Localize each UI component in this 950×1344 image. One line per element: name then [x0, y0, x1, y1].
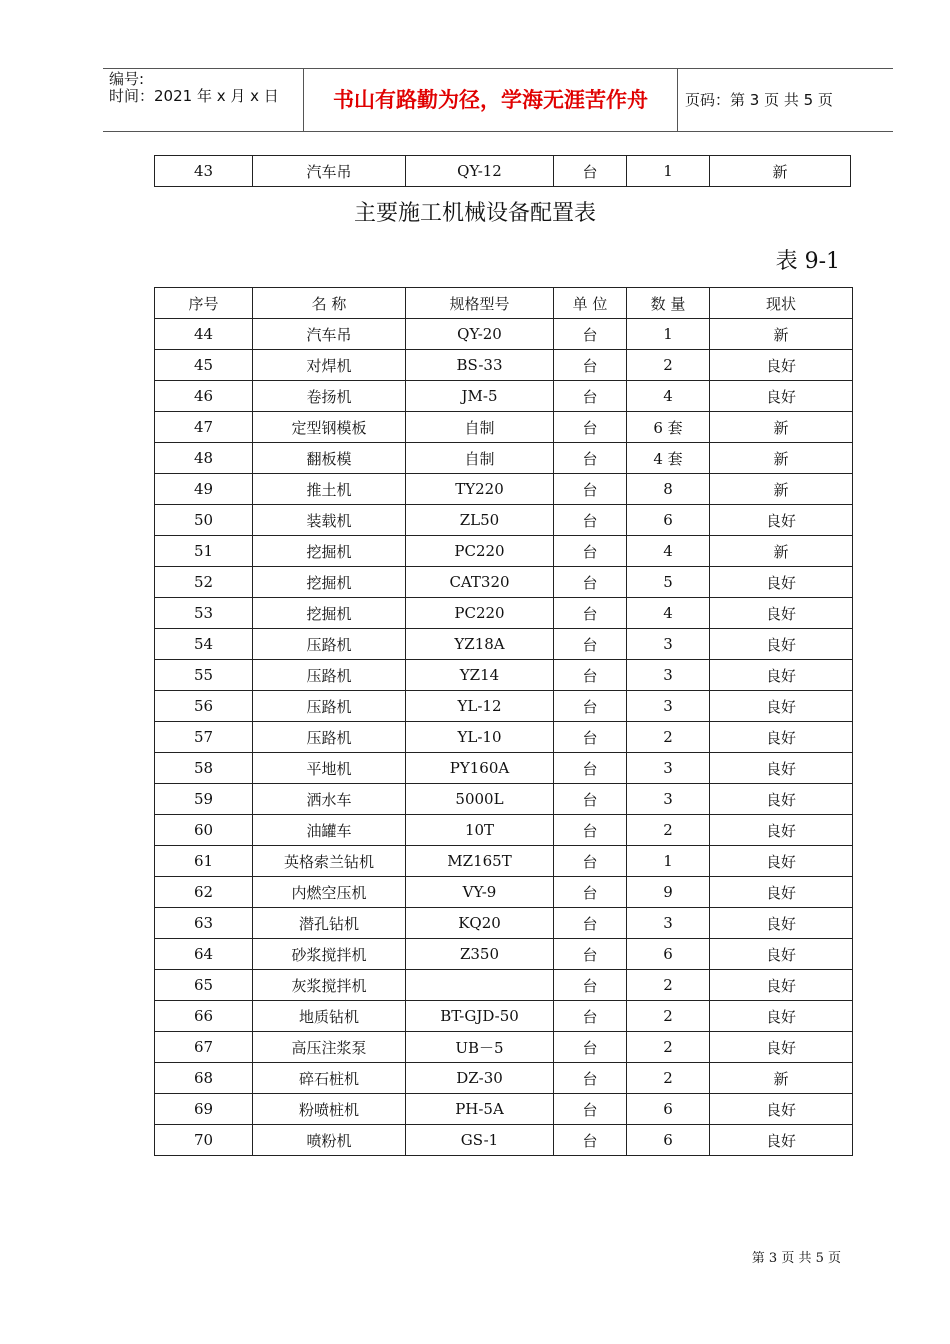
cell-status: 良好 — [710, 598, 853, 629]
cell-qty: 4 — [627, 536, 710, 567]
cell-name: 压路机 — [253, 722, 406, 753]
cell-unit: 台 — [554, 722, 627, 753]
cell-status: 良好 — [710, 1094, 853, 1125]
cell-unit: 台 — [554, 381, 627, 412]
cell-no: 55 — [155, 660, 253, 691]
cell-status: 新 — [710, 319, 853, 350]
cell-no: 45 — [155, 350, 253, 381]
cell-model: DZ-30 — [406, 1063, 554, 1094]
table-number: 表 9-1 — [775, 249, 840, 274]
cell-qty: 3 — [627, 753, 710, 784]
cell-model: BT-GJD-50 — [406, 1001, 554, 1032]
cell-name: 压路机 — [253, 629, 406, 660]
cell-no: 70 — [155, 1125, 253, 1156]
cell-unit: 台 — [554, 567, 627, 598]
cell-model: YZ18A — [406, 629, 554, 660]
cell-status: 良好 — [710, 1001, 853, 1032]
column-header: 现状 — [710, 288, 853, 319]
cell-name: 卷扬机 — [253, 381, 406, 412]
cell-qty: 5 — [627, 567, 710, 598]
cell-model: Z350 — [406, 939, 554, 970]
cell-unit: 台 — [554, 660, 627, 691]
cell-status: 良好 — [710, 877, 853, 908]
cell-status: 新 — [710, 1063, 853, 1094]
cell-name: 汽车吊 — [253, 156, 406, 187]
cell-model: KQ20 — [406, 908, 554, 939]
cell-name: 地质钻机 — [253, 1001, 406, 1032]
cell-qty: 2 — [627, 1063, 710, 1094]
cell-status: 良好 — [710, 753, 853, 784]
cell-unit: 台 — [554, 753, 627, 784]
cell-qty: 8 — [627, 474, 710, 505]
cell-qty: 3 — [627, 660, 710, 691]
cell-unit: 台 — [554, 846, 627, 877]
cell-name: 翻板模 — [253, 443, 406, 474]
cell-qty: 6 — [627, 939, 710, 970]
cell-status: 良好 — [710, 1125, 853, 1156]
cell-no: 46 — [155, 381, 253, 412]
cell-status: 良好 — [710, 970, 853, 1001]
page-footer: 第 3 页 共 5 页 — [751, 1251, 841, 1266]
equipment-table — [154, 287, 853, 1156]
cell-qty: 2 — [627, 722, 710, 753]
table-row — [155, 877, 853, 908]
table-row — [155, 412, 853, 443]
cell-no: 68 — [155, 1063, 253, 1094]
cell-unit: 台 — [554, 1125, 627, 1156]
cell-qty: 6 — [627, 505, 710, 536]
cell-name: 高压注浆泵 — [253, 1032, 406, 1063]
cell-qty: 3 — [627, 629, 710, 660]
table-row — [155, 1063, 853, 1094]
header-divider — [677, 69, 678, 131]
cell-qty: 4 套 — [627, 443, 710, 474]
cell-name: 喷粉机 — [253, 1125, 406, 1156]
table-row — [155, 567, 853, 598]
cell-status: 新 — [710, 474, 853, 505]
table-row — [155, 443, 853, 474]
table-header-row — [155, 288, 853, 319]
table-row — [155, 629, 853, 660]
cell-status: 良好 — [710, 350, 853, 381]
cell-name: 灰浆搅拌机 — [253, 970, 406, 1001]
cell-no: 61 — [155, 846, 253, 877]
table-row — [155, 536, 853, 567]
cell-status: 良好 — [710, 784, 853, 815]
column-header: 规格型号 — [406, 288, 554, 319]
cell-qty: 4 — [627, 598, 710, 629]
cell-no: 54 — [155, 629, 253, 660]
cell-unit: 台 — [554, 443, 627, 474]
cell-qty: 2 — [627, 970, 710, 1001]
table-row — [155, 381, 853, 412]
cell-status: 良好 — [710, 846, 853, 877]
cell-qty: 2 — [627, 1001, 710, 1032]
cell-model: QY-20 — [406, 319, 554, 350]
cell-model: YL-10 — [406, 722, 554, 753]
cell-model: YL-12 — [406, 691, 554, 722]
cell-no: 47 — [155, 412, 253, 443]
cell-unit: 台 — [554, 598, 627, 629]
cell-name: 粉喷桩机 — [253, 1094, 406, 1125]
cell-unit: 台 — [554, 1032, 627, 1063]
cell-status: 良好 — [710, 567, 853, 598]
cell-unit: 台 — [554, 505, 627, 536]
cell-no: 69 — [155, 1094, 253, 1125]
cell-model: 自制 — [406, 412, 554, 443]
cell-status: 新 — [710, 536, 853, 567]
cell-unit: 台 — [554, 156, 627, 187]
cell-no: 65 — [155, 970, 253, 1001]
table-row — [155, 846, 853, 877]
cell-qty: 9 — [627, 877, 710, 908]
cell-unit: 台 — [554, 1001, 627, 1032]
cell-no: 53 — [155, 598, 253, 629]
cell-name: 砂浆搅拌机 — [253, 939, 406, 970]
cell-qty: 2 — [627, 815, 710, 846]
cell-no: 59 — [155, 784, 253, 815]
cell-no: 52 — [155, 567, 253, 598]
cell-name: 对焊机 — [253, 350, 406, 381]
cell-model: UB－5 — [406, 1032, 554, 1063]
cell-name: 碎石桩机 — [253, 1063, 406, 1094]
cell-status: 良好 — [710, 381, 853, 412]
table-row — [155, 1125, 853, 1156]
table-row — [155, 350, 853, 381]
table-row — [155, 753, 853, 784]
cell-qty: 4 — [627, 381, 710, 412]
cell-model: TY220 — [406, 474, 554, 505]
cell-qty: 1 — [627, 319, 710, 350]
cell-name: 油罐车 — [253, 815, 406, 846]
cell-model: PC220 — [406, 536, 554, 567]
column-header: 名 称 — [253, 288, 406, 319]
cell-name: 内燃空压机 — [253, 877, 406, 908]
cell-name: 装载机 — [253, 505, 406, 536]
cell-qty: 6 套 — [627, 412, 710, 443]
continued-table — [154, 155, 851, 187]
table-row — [155, 1032, 853, 1063]
cell-unit: 台 — [554, 629, 627, 660]
cell-no: 51 — [155, 536, 253, 567]
cell-model: PC220 — [406, 598, 554, 629]
table-row — [155, 1001, 853, 1032]
cell-model: CAT320 — [406, 567, 554, 598]
column-header: 单 位 — [554, 288, 627, 319]
number-label: 编号: — [109, 70, 145, 88]
cell-name: 挖掘机 — [253, 567, 406, 598]
table-row — [155, 691, 853, 722]
cell-model: JM-5 — [406, 381, 554, 412]
cell-unit: 台 — [554, 1063, 627, 1094]
cell-name: 潜孔钻机 — [253, 908, 406, 939]
cell-status: 新 — [710, 412, 853, 443]
cell-name: 挖掘机 — [253, 536, 406, 567]
cell-unit: 台 — [554, 1094, 627, 1125]
cell-no: 48 — [155, 443, 253, 474]
cell-status: 新 — [710, 156, 851, 187]
cell-model: 10T — [406, 815, 554, 846]
column-header: 数 量 — [627, 288, 710, 319]
cell-qty: 2 — [627, 350, 710, 381]
cell-qty: 3 — [627, 784, 710, 815]
cell-status: 新 — [710, 443, 853, 474]
time-label: 时间：2021 年 x 月 x 日 — [109, 87, 279, 105]
cell-no: 50 — [155, 505, 253, 536]
cell-no: 49 — [155, 474, 253, 505]
cell-no: 62 — [155, 877, 253, 908]
cell-qty: 6 — [627, 1094, 710, 1125]
cell-no: 44 — [155, 319, 253, 350]
table-row — [155, 474, 853, 505]
page-header — [103, 68, 893, 132]
cell-no: 60 — [155, 815, 253, 846]
cell-unit: 台 — [554, 691, 627, 722]
cell-unit: 台 — [554, 877, 627, 908]
cell-qty: 1 — [627, 846, 710, 877]
cell-unit: 台 — [554, 939, 627, 970]
cell-model: QY-12 — [406, 156, 554, 187]
table-row — [155, 722, 853, 753]
column-header: 序号 — [155, 288, 253, 319]
cell-unit: 台 — [554, 536, 627, 567]
cell-qty: 1 — [627, 156, 710, 187]
table-row — [155, 939, 853, 970]
cell-name: 平地机 — [253, 753, 406, 784]
header-page-label: 页码：第 3 页 共 5 页 — [685, 91, 833, 109]
cell-no: 67 — [155, 1032, 253, 1063]
cell-unit: 台 — [554, 319, 627, 350]
cell-unit: 台 — [554, 908, 627, 939]
cell-model: YZ14 — [406, 660, 554, 691]
table-row — [155, 970, 853, 1001]
cell-unit: 台 — [554, 412, 627, 443]
cell-model: GS-1 — [406, 1125, 554, 1156]
table-row — [155, 1094, 853, 1125]
cell-unit: 台 — [554, 815, 627, 846]
table-row — [155, 908, 853, 939]
cell-status: 良好 — [710, 939, 853, 970]
cell-name: 压路机 — [253, 660, 406, 691]
cell-qty: 3 — [627, 691, 710, 722]
cell-no: 63 — [155, 908, 253, 939]
cell-name: 压路机 — [253, 691, 406, 722]
cell-unit: 台 — [554, 474, 627, 505]
cell-qty: 3 — [627, 908, 710, 939]
cell-model: PY160A — [406, 753, 554, 784]
table-row — [155, 660, 853, 691]
cell-name: 英格索兰钻机 — [253, 846, 406, 877]
cell-qty: 2 — [627, 1032, 710, 1063]
table-row — [155, 784, 853, 815]
cell-model: ZL50 — [406, 505, 554, 536]
cell-status: 良好 — [710, 660, 853, 691]
cell-status: 良好 — [710, 505, 853, 536]
cell-status: 良好 — [710, 1032, 853, 1063]
cell-no: 66 — [155, 1001, 253, 1032]
cell-name: 定型钢模板 — [253, 412, 406, 443]
cell-qty: 6 — [627, 1125, 710, 1156]
cell-unit: 台 — [554, 784, 627, 815]
table-title: 主要施工机械设备配置表 — [353, 201, 596, 226]
cell-no: 64 — [155, 939, 253, 970]
cell-status: 良好 — [710, 908, 853, 939]
cell-no: 58 — [155, 753, 253, 784]
header-motto: 书山有路勤为径，学海无涯苦作舟 — [333, 88, 648, 112]
table-row — [155, 598, 853, 629]
cell-status: 良好 — [710, 722, 853, 753]
cell-unit: 台 — [554, 970, 627, 1001]
cell-model: VY-9 — [406, 877, 554, 908]
cell-status: 良好 — [710, 815, 853, 846]
cell-no: 56 — [155, 691, 253, 722]
cell-model: MZ165T — [406, 846, 554, 877]
cell-model: BS-33 — [406, 350, 554, 381]
cell-model: PH-5A — [406, 1094, 554, 1125]
cell-no: 57 — [155, 722, 253, 753]
cell-unit: 台 — [554, 350, 627, 381]
cell-name: 汽车吊 — [253, 319, 406, 350]
cell-model: 自制 — [406, 443, 554, 474]
cell-status: 良好 — [710, 691, 853, 722]
header-meta — [103, 69, 303, 131]
table-row — [155, 319, 853, 350]
cell-name: 推土机 — [253, 474, 406, 505]
table-row — [155, 156, 851, 187]
cell-no: 43 — [155, 156, 253, 187]
cell-model — [406, 970, 554, 1001]
cell-model: 5000L — [406, 784, 554, 815]
cell-name: 洒水车 — [253, 784, 406, 815]
table-row — [155, 505, 853, 536]
cell-name: 挖掘机 — [253, 598, 406, 629]
cell-status: 良好 — [710, 629, 853, 660]
table-row — [155, 815, 853, 846]
